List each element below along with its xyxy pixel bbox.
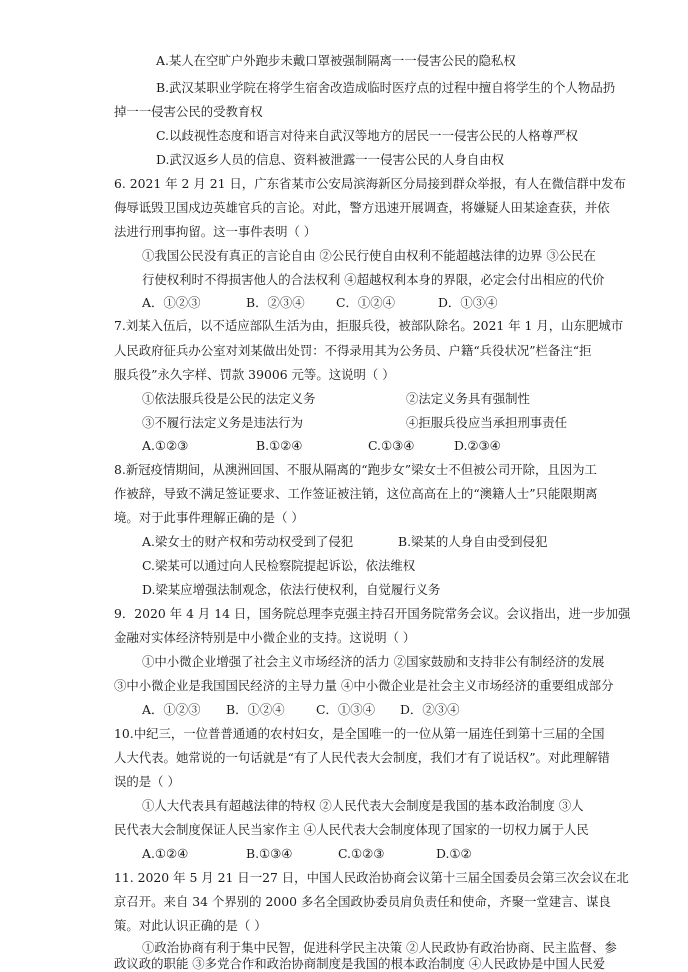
q7-statement-2: ②法定义务具有强制性: [406, 391, 530, 406]
q9-choices: [142, 702, 460, 718]
q7-statement-4: ④拒服兵役应当承担刑事责任: [406, 415, 568, 430]
q6-statement-line2: 行使权利时不得损害他人的合法权利 ④超越权利本身的界限，必定会付出相应的代价: [142, 272, 605, 287]
q8-option-a: A.梁女士的财产权和劳动权受到了侵犯: [142, 534, 354, 549]
q10-stem-line1: 10.中纪三，一位普普通通的农村妇女，是全国唯一的一位从第一届连任到第十三届的全国: [114, 726, 605, 741]
q7-choice-d: D.②③④: [454, 438, 501, 453]
q9-choice-d: D．②③④: [400, 702, 460, 717]
q8-stem-line1: 8.新冠疫情期间，从澳洲回国、不服从隔离的“跑步女”梁女士不但被公司开除，且因为工: [114, 462, 597, 477]
q9-stem-line2: 金融对实体经济特别是中小微企业的支持。这说明（ ）: [114, 630, 416, 645]
q7-statement-1: ①依法服兵役是公民的法定义务: [142, 391, 316, 406]
q10-stem-line3: 误的是（ ）: [114, 774, 180, 789]
q10-choice-a: A.①②④: [142, 846, 189, 861]
q7-choice-b: B.①②④: [256, 438, 303, 453]
q5-option-c: C.以歧视性态度和语言对待来自武汉等地方的居民一一侵害公民的人格尊严权: [156, 128, 578, 143]
q8-option-b: B.梁某的人身自由受到侵犯: [398, 534, 548, 549]
q6-stem-line1: 6. 2021 年 2 月 21 日，广东省某市公安局滨海新区分局接到群众举报，有人在微信群中发布: [114, 176, 626, 191]
q9-choice-c: C．①③④: [316, 702, 376, 717]
q9-statement-line2: ③中小微企业是我国国民经济的主导力量 ④中小微企业是社会主义市场经济的重要组成部分: [114, 678, 614, 693]
q7-choices: [142, 438, 501, 454]
q10-choice-c: C.①②③: [338, 846, 385, 861]
q6-choices: [142, 295, 498, 311]
q8-option-d: D.梁某应增强法制观念，依法行使权利，自觉履行义务: [142, 582, 441, 597]
q6-stem-line3: 法进行刑事拘留。这一事件表明（ ）: [114, 224, 317, 239]
q7-choice-c: C.①③④: [368, 438, 415, 453]
q8-stem-line3: 境。对于此事件理解正确的是（ ）: [114, 510, 304, 525]
q11-stem-line2: 京召开。来自 34 个界别的 2000 多名全国政协委员肩负责任和使命，齐聚一堂建言、谋良: [114, 894, 611, 909]
q10-choices: [142, 846, 472, 862]
q11-statement-line1: ①政治协商有利于集中民智，促进科学民主决策 ②人民政协有政治协商、民主监督、参: [142, 940, 617, 955]
q9-statement-line1: ①中小微企业增强了社会主义市场经济的活力 ②国家鼓励和支持非公有制经济的发展: [142, 654, 605, 669]
q11-statement-line2: 政议政的职能 ③多党合作和政治协商制度是我国的根本政治制度 ④人民政协是中国人民爱: [114, 956, 606, 971]
q10-statement-line2: 民代表大会制度保证人民当家作主 ④人民代表大会制度体现了国家的一切权力属于人民: [114, 822, 589, 837]
q10-choice-b: B.①③④: [246, 846, 293, 861]
q8-stem-line2: 作被辞，导致不满足签证要求、工作签证被注销，这位高高在上的“澳籍人士”只能限期离: [114, 486, 598, 501]
q9-choice-a: A．①②③: [142, 702, 201, 717]
q7-stem-line1: 7.刘某入伍后，以不适应部队生活为由，拒服兵役，被部队除名。2021 年 1 月，山东肥城市: [114, 318, 624, 333]
q9-choice-b: B．①②④: [226, 702, 285, 717]
q5-option-b-line1: B.武汉某职业学院在将学生宿舍改造成临时医疗点的过程中擅自将学生的个人物品扔: [156, 80, 616, 95]
q9-stem-line1: 9．2020 年 4 月 14 日，国务院总理李克强主持召开国务院常务会议。会议指出，进一步加强: [114, 606, 631, 621]
q7-choice-a: A.①②③: [142, 438, 189, 453]
q10-stem-line2: 人大代表。她常说的一句话就是“有了人民代表大会制度，我们才有了说话权”。对此理解错: [114, 750, 610, 765]
q6-choice-c: C．①②④: [336, 295, 396, 310]
q6-choice-a: A．①②③: [142, 295, 201, 310]
q6-statement-line1: ①我国公民没有真正的言论自由 ②公民行使自由权利不能超越法律的边界 ③公民在: [142, 248, 596, 263]
q11-stem-line1: 11. 2020 年 5 月 21 日一27 日，中国人民政治协商会议第十三届全国委员会第三次会议在北: [114, 870, 629, 885]
q5-option-d: D.武汉返乡人员的信息、资料被泄露一一侵害公民的人身自由权: [156, 152, 504, 167]
q7-stem-line2: 人民政府征兵办公室对刘某做出处罚：不得录用其为公务员、户籍“兵役状况”栏备注“拒: [114, 343, 592, 358]
q5-option-a: A.某人在空旷户外跑步未戴口罩被强制隔离一一侵害公民的隐私权: [156, 53, 516, 68]
q5-option-b-line2: 掉一一侵害公民的受教育权: [114, 104, 263, 119]
q10-choice-d: D.①②: [436, 846, 472, 861]
q7-statement-3: ③不履行法定义务是违法行为: [142, 415, 304, 430]
q6-choice-b: B．②③④: [246, 295, 305, 310]
q6-stem-line2: 侮辱诋毁卫国戍边英雄官兵的言论。对此，警方迅速开展调查，将嫌疑人田某途查获，并依: [114, 200, 610, 215]
q11-stem-line3: 策。对此认识正确的是（ ）: [114, 918, 267, 933]
q10-statement-line1: ①人大代表具有超越法律的特权 ②人民代表大会制度是我国的基本政治制度 ③人: [142, 798, 584, 813]
q8-option-c: C.梁某可以通过向人民检察院提起诉讼，依法维权: [142, 558, 416, 573]
q7-stem-line3: 服兵役”永久字样、罚款 39006 元等。这说明（ ）: [114, 367, 395, 382]
q6-choice-d: D．①③④: [438, 295, 498, 310]
